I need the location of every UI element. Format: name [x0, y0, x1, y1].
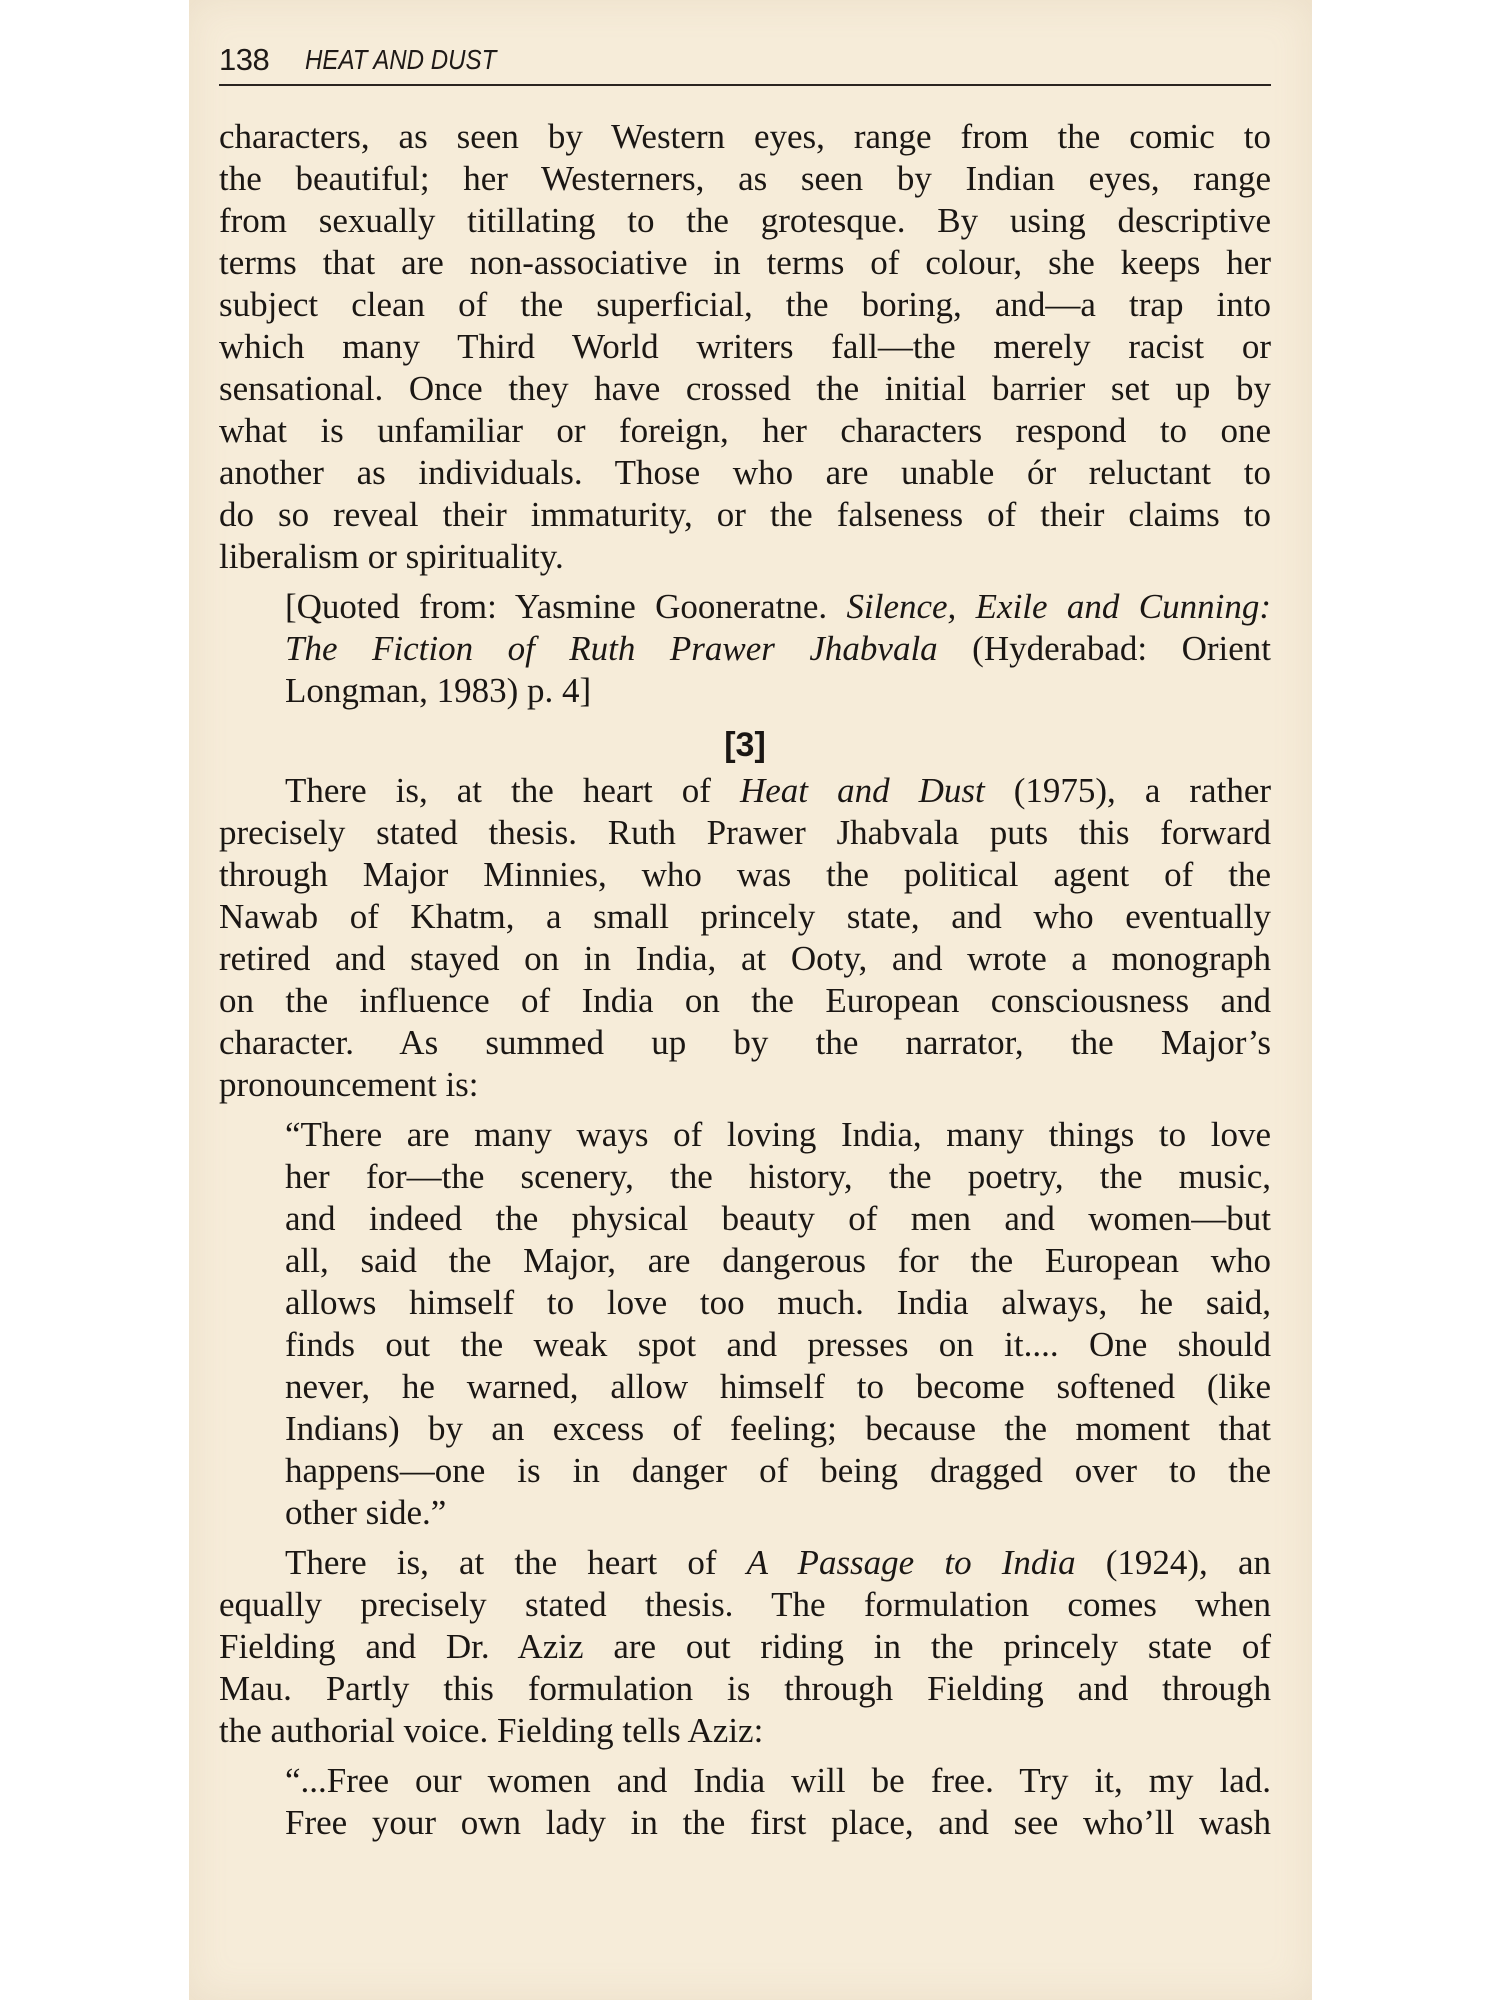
text-line: sensational. Once they have crossed the initial barrier set up by	[219, 369, 1271, 408]
text-line: what is unfamiliar or foreign, her characters respond to one	[219, 411, 1271, 450]
quote-line: “There are many ways of loving India, many things to love	[285, 1115, 1271, 1154]
paragraph-continuation	[219, 116, 1271, 578]
text-line	[219, 1542, 1271, 1584]
citation-line: Longman, 1983) p. 4]	[285, 671, 592, 710]
book-page	[189, 0, 1312, 2000]
page-body	[219, 116, 1271, 1844]
text-line: do so reveal their immaturity, or the falseness of their claims to	[219, 495, 1271, 534]
text-line: liberalism or spirituality.	[219, 537, 564, 576]
citation-title-part: Silence, Exile and Cunning:	[846, 587, 1271, 626]
citation-publisher: (Hyderabad: Orient	[937, 629, 1271, 668]
text-line	[219, 770, 1271, 812]
citation-line	[285, 586, 1271, 628]
citation	[285, 586, 1271, 712]
text-line: the beautiful; her Westerners, as seen by Indian eyes, range	[219, 159, 1271, 198]
book-title: A Passage to India	[746, 1543, 1076, 1582]
text-line: precisely stated thesis. Ruth Prawer Jhabvala puts this forward	[219, 813, 1271, 852]
citation-line	[285, 628, 1271, 670]
block-quote-fielding	[285, 1760, 1271, 1844]
text-line: Nawab of Khatm, a small princely state, and who eventually	[219, 897, 1271, 936]
text-line: through Major Minnies, who was the political agent of the	[219, 855, 1271, 894]
citation-prefix: [Quoted from: Yasmine Gooneratne.	[285, 587, 847, 626]
quote-line: other side.”	[285, 1493, 447, 1532]
text-line: on the influence of India on the European consciousness and	[219, 981, 1271, 1020]
quote-line: happens—one is in danger of being dragged over to the	[285, 1451, 1271, 1490]
text-run: There is, at the heart of	[285, 1543, 747, 1582]
text-line: pronouncement is:	[219, 1065, 479, 1104]
text-line: terms that are non-associative in terms of colour, she keeps her	[219, 243, 1271, 282]
quote-line: allows himself to love too much. India always, he said,	[285, 1283, 1271, 1322]
text-line: equally precisely stated thesis. The formulation comes when	[219, 1585, 1271, 1624]
text-line: from sexually titillating to the grotesque. By using descriptive	[219, 201, 1271, 240]
page-header	[219, 40, 1271, 86]
quote-line: all, said the Major, are dangerous for the European who	[285, 1241, 1271, 1280]
quote-line: Free your own lady in the first place, and see who’ll wash	[285, 1803, 1271, 1842]
text-line: the authorial voice. Fielding tells Aziz:	[219, 1711, 764, 1750]
quote-line: finds out the weak spot and presses on it.... One should	[285, 1325, 1271, 1364]
paragraph-passage-to-india	[219, 1542, 1271, 1752]
text-line: retired and stayed on in India, at Ooty, and wrote a monograph	[219, 939, 1271, 978]
text-line: subject clean of the superficial, the boring, and—a trap into	[219, 285, 1271, 324]
quote-line: her for—the scenery, the history, the poetry, the music,	[285, 1157, 1271, 1196]
text-run: (1975), a rather	[984, 771, 1272, 810]
quote-line: Indians) by an excess of feeling; because the moment that	[285, 1409, 1271, 1448]
text-run: There is, at the heart of	[285, 771, 740, 810]
text-line: another as individuals. Those who are unable ór reluctant to	[219, 453, 1271, 492]
book-title: Heat and Dust	[740, 771, 985, 810]
text-line: character. As summed up by the narrator, the Major’s	[219, 1023, 1271, 1062]
text-line: Mau. Partly this formulation is through Fielding and through	[219, 1669, 1271, 1708]
text-run: (1924), an	[1075, 1543, 1271, 1582]
citation-title-part: The Fiction of Ruth Prawer Jhabvala	[285, 629, 938, 668]
section-number: [3]	[724, 726, 766, 764]
quote-line: and indeed the physical beauty of men and women—but	[285, 1199, 1271, 1238]
page-number: 138	[219, 42, 270, 77]
quote-line: “...Free our women and India will be free. Try it, my lad.	[285, 1761, 1271, 1800]
paragraph-heat-and-dust	[219, 770, 1271, 1106]
text-line: which many Third World writers fall—the merely racist or	[219, 327, 1271, 366]
text-line: Fielding and Dr. Aziz are out riding in the princely state of	[219, 1627, 1271, 1666]
text-line: characters, as seen by Western eyes, range from the comic to	[219, 117, 1271, 156]
running-title: HEAT AND DUST	[305, 44, 497, 75]
block-quote-major	[285, 1114, 1271, 1534]
quote-line: never, he warned, allow himself to become softened (like	[285, 1367, 1271, 1406]
